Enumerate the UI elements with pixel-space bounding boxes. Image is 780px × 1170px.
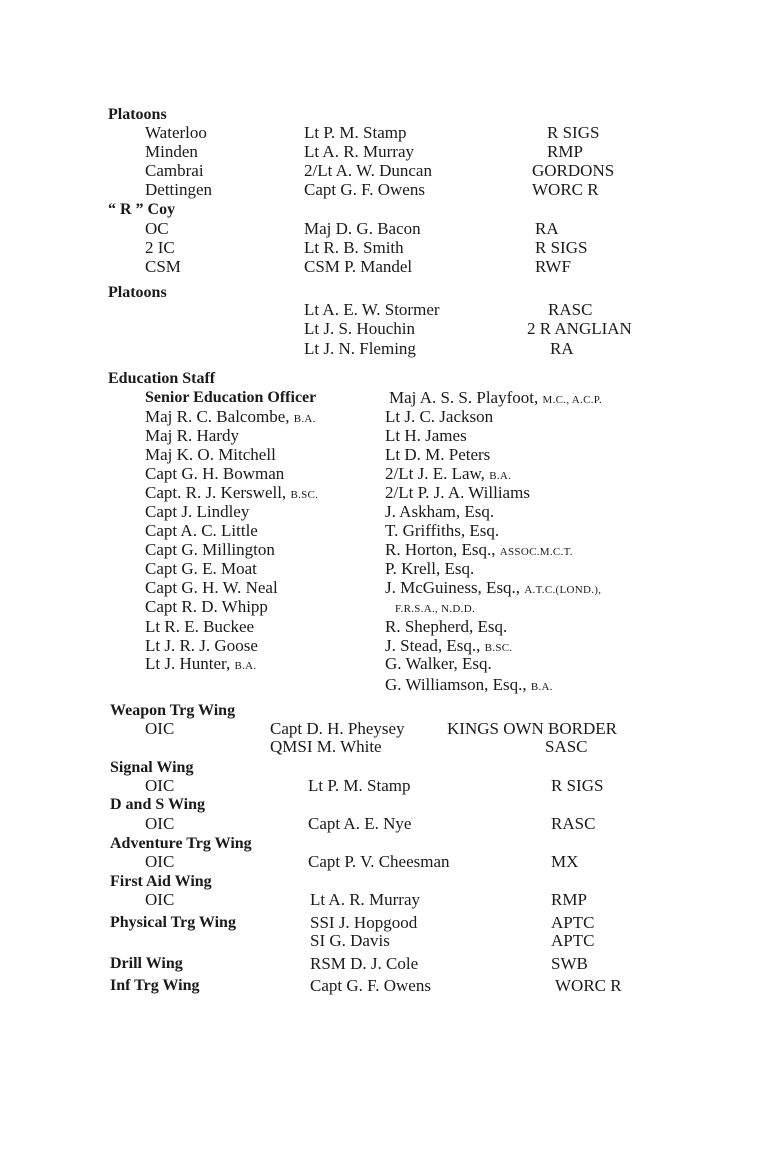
entry-text: Lt P. M. Stamp	[308, 776, 411, 795]
unit-label: 2 R ANGLIAN	[527, 319, 632, 338]
unit-label: RA	[550, 339, 574, 358]
entry-text: Capt. R. J. Kerswell, B.SC.	[145, 483, 319, 502]
section-heading: Physical Trg Wing	[110, 914, 236, 931]
entry-text: Maj R. C. Balcombe, B.A.	[145, 407, 316, 426]
entry-text: Lt A. R. Murray	[304, 142, 415, 161]
entry-text: Capt D. H. Pheysey	[270, 719, 405, 738]
entry-text: OIC	[145, 890, 175, 909]
entry-text	[395, 597, 475, 619]
entry-text: Maj R. Hardy	[145, 426, 239, 445]
entry-text: 2/Lt P. J. A. Williams	[385, 483, 530, 502]
entry-text: 2 IC	[145, 238, 175, 257]
unit-label: KINGS OWN BORDER	[447, 719, 617, 738]
entry-text: J. Stead, Esq., B.SC.	[385, 636, 513, 655]
entry-text: Lt R. E. Buckee	[145, 617, 255, 636]
entry-text: R. Shepherd, Esq.	[385, 617, 508, 636]
entry-text: Lt D. M. Peters	[385, 445, 491, 464]
section-heading: D and S Wing	[110, 796, 206, 813]
section-heading: Drill Wing	[110, 955, 183, 972]
entry-text: OIC	[145, 852, 175, 871]
entry-text: Capt P. V. Cheesman	[308, 852, 450, 871]
entry-text: Minden	[145, 142, 198, 161]
entry-text: Lt H. James	[385, 426, 467, 445]
entry-text: 2/Lt J. E. Law, B.A.	[385, 464, 512, 483]
qualification: B.A.	[234, 660, 257, 672]
section-heading: Platoons	[108, 106, 167, 123]
qualification: B.A.	[489, 470, 512, 482]
section-heading: Inf Trg Wing	[110, 977, 200, 994]
entry-text: Capt G. Millington	[145, 540, 275, 559]
entry-text: OC	[145, 219, 169, 238]
unit-label: SWB	[551, 954, 588, 973]
entry-text: OIC	[145, 814, 175, 833]
section-heading: Adventure Trg Wing	[110, 835, 252, 852]
entry-text: Lt J. C. Jackson	[385, 407, 494, 426]
unit-label: RWF	[535, 257, 571, 276]
entry-text: J. McGuiness, Esq., A.T.C.(LOND.),	[385, 578, 602, 597]
entry-text: Capt A. C. Little	[145, 521, 258, 540]
unit-label: APTC	[551, 931, 595, 950]
unit-label: GORDONS	[532, 161, 615, 180]
unit-label: APTC	[551, 913, 595, 932]
section-heading: Weapon Trg Wing	[110, 702, 236, 719]
entry-text: CSM P. Mandel	[304, 257, 413, 276]
entry-text: QMSI M. White	[270, 737, 382, 756]
entry-text: Lt J. Hunter, B.A.	[145, 654, 257, 673]
entry-text: Lt J. R. J. Goose	[145, 636, 258, 655]
unit-label: RASC	[551, 814, 596, 833]
unit-label: WORC R	[555, 976, 622, 995]
unit-label: RMP	[547, 142, 583, 161]
entry-text: G. Williamson, Esq., B.A.	[385, 675, 553, 694]
entry-text: T. Griffiths, Esq.	[385, 521, 500, 540]
entry-text: Lt J. S. Houchin	[304, 319, 415, 338]
unit-label: R SIGS	[551, 776, 604, 795]
entry-text: Lt A. E. W. Stormer	[304, 300, 440, 319]
entry-text: RSM D. J. Cole	[310, 954, 419, 973]
entry-text: Capt G. F. Owens	[310, 976, 431, 995]
entry-text: 2/Lt A. W. Duncan	[304, 161, 432, 180]
entry-text: Dettingen	[145, 180, 213, 199]
entry-text: Lt R. B. Smith	[304, 238, 404, 257]
section-heading: “ R ” Coy	[108, 201, 176, 218]
qualification: F.R.S.A., N.D.D.	[395, 603, 476, 615]
section-heading: Platoons	[108, 284, 167, 301]
qualification: B.SC.	[290, 489, 319, 501]
entry-text: Capt A. E. Nye	[308, 814, 412, 833]
entry-text: Waterloo	[145, 123, 207, 142]
entry-text: J. Askham, Esq.	[385, 502, 495, 521]
unit-label: WORC R	[532, 180, 599, 199]
entry-text: Cambrai	[145, 161, 204, 180]
qualification: M.C., A.C.P.	[542, 394, 603, 406]
section-heading: Education Staff	[108, 370, 216, 387]
entry-text: Lt J. N. Fleming	[304, 339, 416, 358]
entry-text: Capt R. D. Whipp	[145, 597, 268, 616]
unit-label: RA	[535, 219, 559, 238]
entry-text: Capt G. H. Bowman	[145, 464, 285, 483]
entry-text: OIC	[145, 719, 175, 738]
qualification: B.A.	[530, 681, 553, 693]
qualification: B.SC.	[484, 642, 513, 654]
entry-text: OIC	[145, 776, 175, 795]
unit-label: MX	[551, 852, 579, 871]
qualification: A.T.C.(LOND.),	[524, 584, 602, 596]
qualification: ASSOC.M.C.T.	[499, 546, 573, 558]
entry-text: Maj A. S. S. Playfoot, M.C., A.C.P.	[389, 388, 603, 407]
section-heading: First Aid Wing	[110, 873, 212, 890]
entry-text: Capt G. H. W. Neal	[145, 578, 278, 597]
entry-text: Lt A. R. Murray	[310, 890, 421, 909]
entry-text: Maj D. G. Bacon	[304, 219, 421, 238]
unit-label: R SIGS	[547, 123, 600, 142]
entry-text: Lt P. M. Stamp	[304, 123, 407, 142]
unit-label: R SIGS	[535, 238, 588, 257]
section-heading: Senior Education Officer	[145, 389, 317, 406]
unit-label: SASC	[545, 737, 588, 756]
entry-text: SSI J. Hopgood	[310, 913, 418, 932]
entry-text: P. Krell, Esq.	[385, 559, 475, 578]
entry-text: CSM	[145, 257, 181, 276]
entry-text: Maj K. O. Mitchell	[145, 445, 276, 464]
entry-text: G. Walker, Esq.	[385, 654, 492, 673]
entry-text: R. Horton, Esq., ASSOC.M.C.T.	[385, 540, 573, 559]
entry-text: Capt G. F. Owens	[304, 180, 425, 199]
qualification: B.A.	[293, 413, 316, 425]
entry-text: SI G. Davis	[310, 931, 390, 950]
section-heading: Signal Wing	[110, 759, 194, 776]
unit-label: RMP	[551, 890, 587, 909]
entry-text: Capt J. Lindley	[145, 502, 250, 521]
entry-text: Capt G. E. Moat	[145, 559, 257, 578]
unit-label: RASC	[548, 300, 593, 319]
